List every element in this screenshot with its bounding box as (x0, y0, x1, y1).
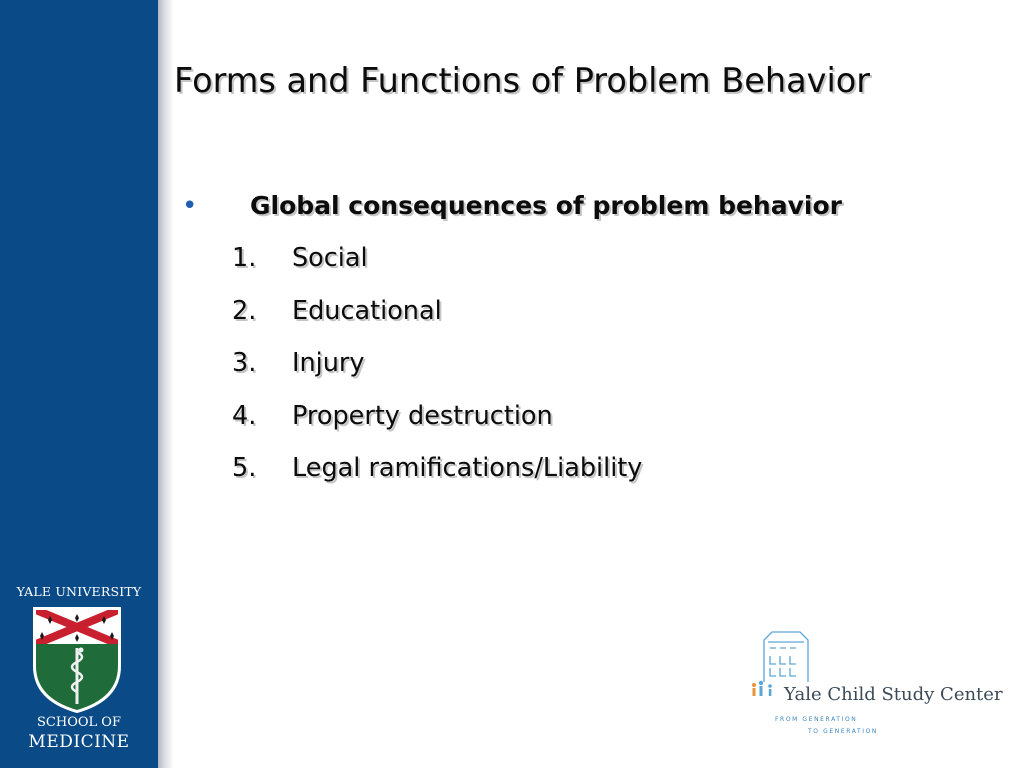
list-text: Injury (292, 348, 365, 378)
bullet-text: Global consequences of problem behavior (250, 191, 842, 220)
yale-medicine-shield-icon (30, 604, 124, 714)
sidebar-shadow (158, 0, 174, 768)
list-text: Property destruction (292, 400, 553, 431)
child-study-center-name: Yale Child Study Center (784, 684, 1003, 705)
yale-university-label: YALE UNIVERSITY (16, 584, 142, 599)
school-of-label: SCHOOL OF (37, 715, 121, 730)
list-text: Legal ramifications/Liability (292, 453, 643, 483)
bullet-dot: • (182, 191, 198, 221)
medicine-label: MEDICINE (28, 732, 130, 752)
list-number: 2. (232, 295, 257, 326)
list-number: 4. (232, 400, 257, 431)
list-number: 1. (232, 243, 257, 273)
logo-tagline-1: FROM GENERATION (775, 716, 858, 723)
logo-tagline-2: TO GENERATION (808, 728, 879, 735)
list-number: 5. (232, 453, 257, 483)
list-text: Social (292, 243, 368, 273)
list-text: Educational (292, 295, 442, 326)
slide-title: Forms and Functions of Problem Behavior (174, 61, 871, 100)
list-number: 3. (232, 348, 257, 378)
